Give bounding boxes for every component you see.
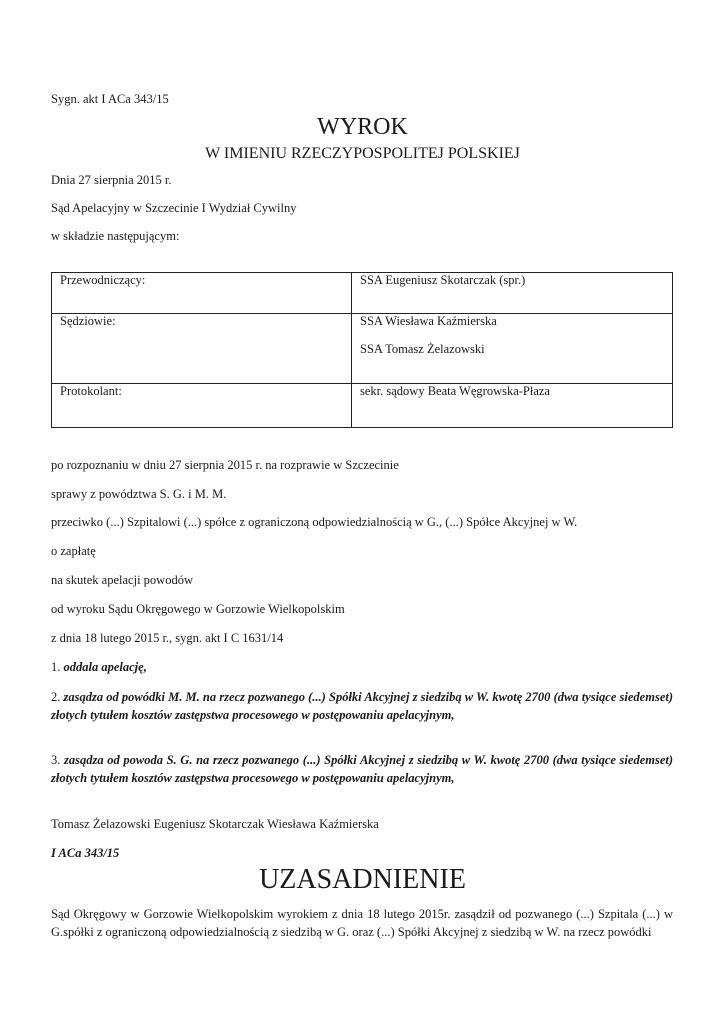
document-subtitle: W IMIENIU RZECZYPOSPOLITEJ POLSKIEJ bbox=[205, 145, 520, 162]
ruling-item bbox=[51, 658, 673, 676]
case-line: po rozpoznaniu w dniu 27 sierpnia 2015 r. na rozprawie w Szczecinie bbox=[51, 458, 399, 472]
case-signature: Sygn. akt I ACa 343/15 bbox=[51, 92, 169, 106]
case-line: na skutek apelacji powodów bbox=[51, 573, 193, 587]
ruling-text: zasądza od powódki M. M. na rzecz pozwanego (...) Spółki Akcyjnej z siedzibą w W. kwotę 2700 (dwa tysiące siedemset) złotych tytułem kosztów zastępstwa procesowego w postępowaniu apelacyjnym, bbox=[51, 690, 674, 722]
document-title: WYROK bbox=[317, 114, 408, 140]
ruling-text: zasądza od powoda S. G. na rzecz pozwanego (...) Spółki Akcyjnej z siedzibą w W. kwotę 2700 (dwa tysiące siedemset) złotych tytułem kosztów zastępstwa procesowego w postępowaniu apelacyjnym, bbox=[51, 753, 674, 785]
table-row bbox=[52, 314, 673, 384]
ruling-item bbox=[51, 688, 673, 724]
chair-value: SSA Eugeniusz Skotarczak (spr.) bbox=[352, 273, 673, 314]
case-line: o zapłatę bbox=[51, 544, 96, 558]
judges-cell bbox=[352, 314, 673, 384]
table-row bbox=[52, 384, 673, 428]
justification-signature: I ACa 343/15 bbox=[51, 846, 120, 860]
judgment-date: Dnia 27 sierpnia 2015 r. bbox=[51, 173, 172, 187]
ruling-number: 3. bbox=[51, 753, 61, 767]
judge-signatures: Tomasz Żelazowski Eugeniusz Skotarczak Wiesława Kaźmierska bbox=[51, 817, 379, 831]
justification-title: UZASADNIENIE bbox=[259, 864, 466, 895]
ruling-item bbox=[51, 751, 673, 787]
ruling-number: 2. bbox=[51, 690, 61, 704]
case-line: z dnia 18 lutego 2015 r., sygn. akt I C 1631/14 bbox=[51, 631, 284, 645]
table-row bbox=[52, 273, 673, 314]
judges-label: Sędziowie: bbox=[52, 314, 352, 384]
court-name: Sąd Apelacyjny w Szczecinie I Wydział Cywilny bbox=[51, 201, 297, 215]
case-line: od wyroku Sądu Okręgowego w Gorzowie Wielkopolskim bbox=[51, 602, 345, 616]
ruling-number: 1. bbox=[51, 660, 61, 674]
panel-table bbox=[51, 272, 673, 428]
judge-name: SSA Tomasz Żelazowski bbox=[360, 342, 485, 356]
judge-name: SSA Wiesława Kaźmierska bbox=[360, 314, 497, 328]
composition-intro: w składzie następującym: bbox=[51, 229, 180, 243]
case-line: sprawy z powództwa S. G. i M. M. bbox=[51, 487, 227, 501]
clerk-value: sekr. sądowy Beata Węgrowska-Płaza bbox=[352, 384, 673, 428]
case-line: przeciwko (...) Szpitalowi (...) spółce z ograniczoną odpowiedzialnością w G., (...) Spółce Akcyjnej w W. bbox=[51, 515, 578, 529]
chair-label: Przewodniczący: bbox=[52, 273, 352, 314]
ruling-text: oddala apelację, bbox=[63, 660, 147, 674]
clerk-label: Protokolant: bbox=[52, 384, 352, 428]
justification-text: Sąd Okręgowy w Gorzowie Wielkopolskim wyrokiem z dnia 18 lutego 2015r. zasądził od pozwanego (...) Szpitala (...) w G.spółki z ograniczoną odpowiedzialnością z siedzibą w G. oraz (...) Spółki Akcyjnej z siedzibą w W. na rzecz powódki bbox=[51, 907, 673, 939]
